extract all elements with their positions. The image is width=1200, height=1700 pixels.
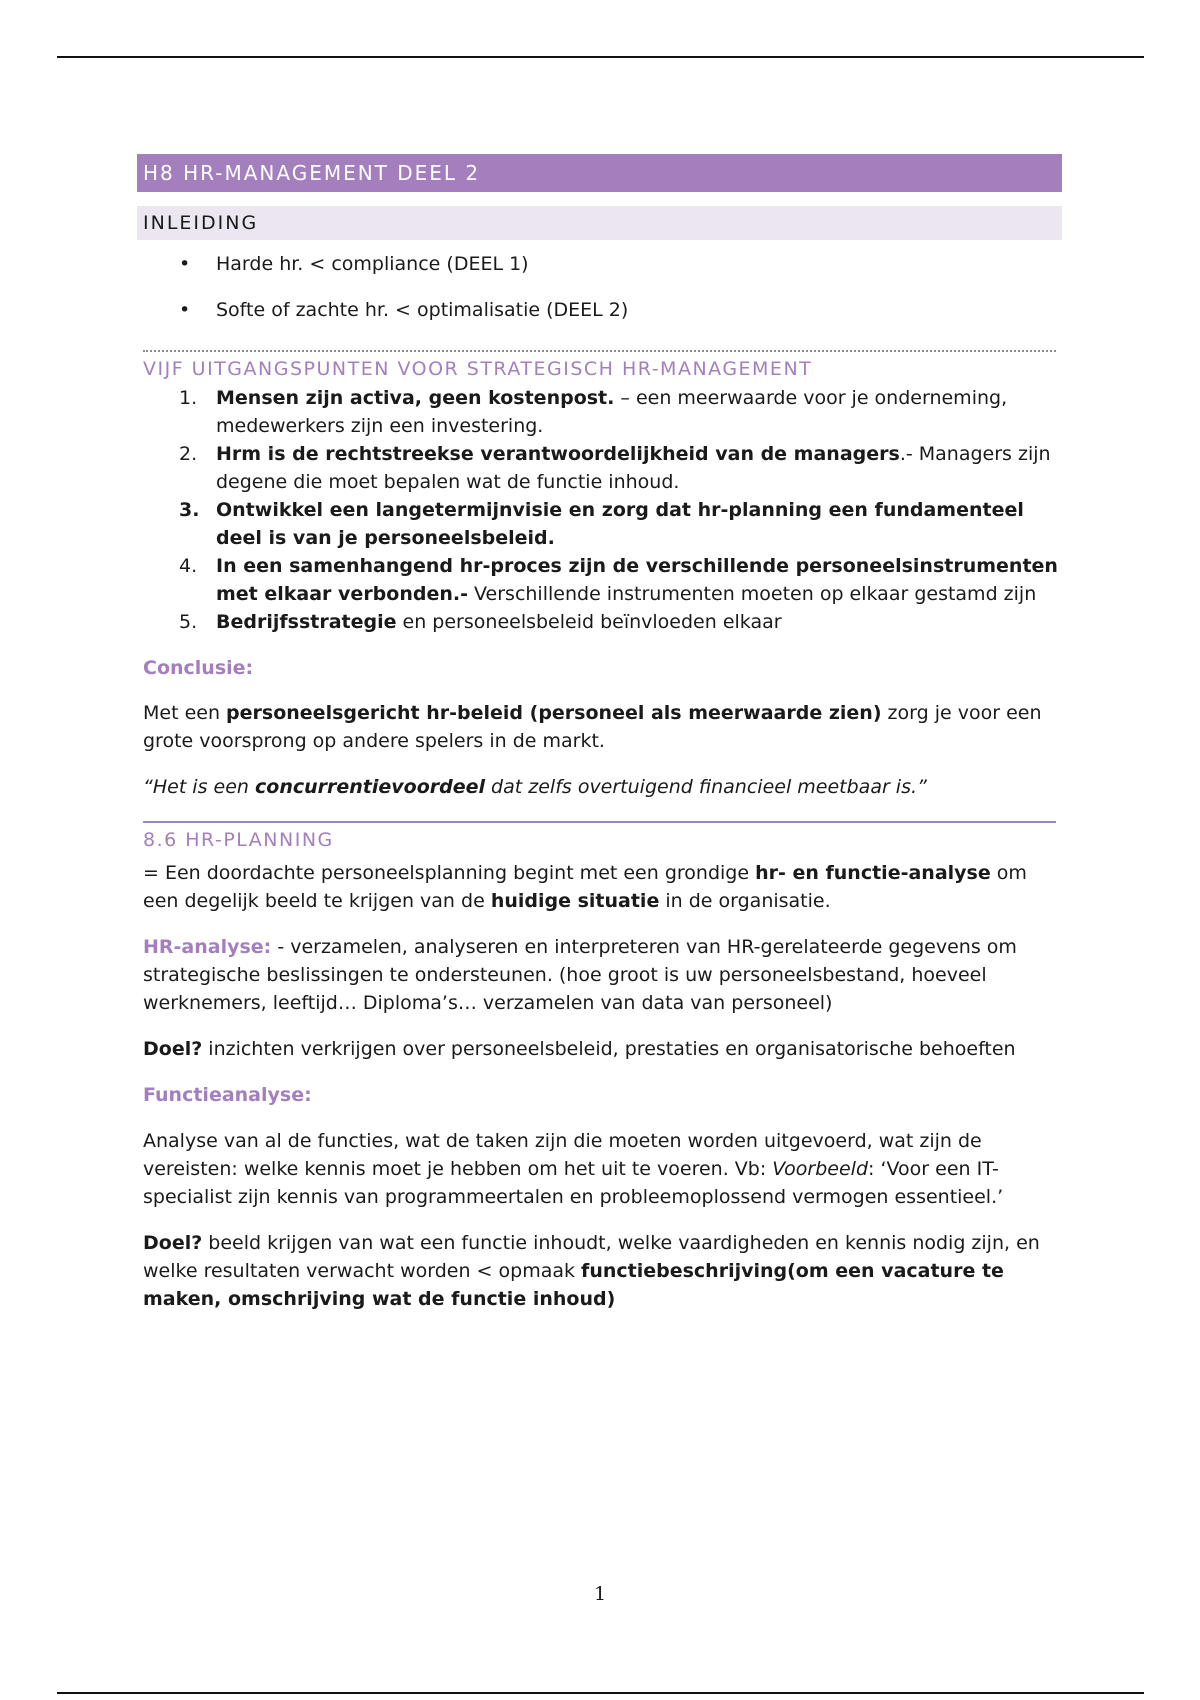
header-rule <box>57 56 1144 58</box>
text-run: “Het is een <box>143 776 255 798</box>
text-run: - verzamelen, analyseren en interpreteren van HR-gerelateerde gegevens om strategische beslissingen te ondersteunen. (hoe groot is uw personeelsbestand, hoeveel werknemers, leeftijd… Diploma’s… verzamelen van data van personeel) <box>143 936 1017 1014</box>
list-item <box>137 384 1062 440</box>
principle-bold: In een samenhangend hr-proces zijn de verschillende personeelsinstrumenten met elkaar verbonden.- <box>216 555 1058 605</box>
conclusion-quote <box>137 773 1062 801</box>
list-item <box>137 608 1062 636</box>
text-italic: Voorbeeld <box>772 1158 869 1180</box>
text-run: beeld krijgen van wat een functie inhoudt, welke vaardigheden en kennis nodig zijn, en welke resultaten verwacht worden < opmaak <box>143 1232 1040 1282</box>
text-bold: hr- en functie-analyse <box>755 862 991 884</box>
list-item <box>137 552 1062 608</box>
conclusion-paragraph <box>137 699 1062 755</box>
principle-text: .- Managers zijn degene die moet bepalen wat de functie inhoud. <box>216 443 1051 493</box>
text-run: zorg je voor een grote voorsprong op andere spelers in de markt. <box>143 702 1042 752</box>
list-number: 2. <box>179 443 198 465</box>
conclusion-label: Conclusie: <box>143 657 254 679</box>
text-run: Met een <box>143 702 227 724</box>
functieanalyse-paragraph <box>137 1127 1062 1211</box>
planning-heading: 8.6 HR-PLANNING <box>143 829 334 851</box>
principle-text: en personeelsbeleid beïnvloeden elkaar <box>396 611 782 633</box>
list-item <box>137 496 1062 552</box>
principle-bold: Hrm is de rechtstreekse verantwoordelijkheid van de managers <box>216 443 900 465</box>
doel-label: Doel? <box>143 1232 203 1254</box>
list-item: • Softe of zachte hr. < optimalisatie (DEEL 2) <box>137 296 1062 324</box>
doel-paragraph-1 <box>137 1035 1062 1063</box>
principle-text: Verschillende instrumenten moeten op elkaar gestamd zijn <box>467 583 1037 605</box>
text-run: in de organisatie. <box>659 890 831 912</box>
list-item <box>137 440 1062 496</box>
principle-text: – een meerwaarde voor je onderneming, medewerkers zijn een investering. <box>216 387 1008 437</box>
text-run: Analyse van al de functies, wat de taken zijn die moeten worden uitgevoerd, wat zijn de vereisten: welke kennis moet je hebben om het uit te voeren. Vb: <box>143 1130 982 1180</box>
section-heading-inleiding: INLEIDING <box>137 206 1062 240</box>
intro-bullet-list <box>137 250 1062 324</box>
principles-list <box>137 384 1062 636</box>
chapter-heading: H8 HR-MANAGEMENT DEEL 2 <box>137 154 1062 192</box>
text-run: = Een doordachte personeelsplanning begint met een grondige <box>143 862 756 884</box>
page-number: 1 <box>593 1583 607 1605</box>
section-divider <box>143 821 1056 823</box>
text-bold: functiebeschrijving(om een vacature te maken, omschrijving wat de functie inhoud) <box>143 1260 1004 1310</box>
list-number: 1. <box>179 387 198 409</box>
footer-rule <box>57 1692 1144 1694</box>
doel-paragraph-2 <box>137 1229 1062 1313</box>
dotted-divider <box>143 350 1056 352</box>
text-run: dat zelfs overtuigend financieel meetbaar is.” <box>485 776 927 798</box>
hr-analyse-label: HR-analyse: <box>143 936 272 958</box>
text-bold: personeelsgericht hr-beleid (personeel als meerwaarde zien) <box>226 702 882 724</box>
text-bold: huidige situatie <box>490 890 660 912</box>
planning-intro <box>137 859 1062 915</box>
list-number: 5. <box>179 611 198 633</box>
list-number: 3. <box>179 499 200 521</box>
principle-bold: Bedrijfsstrategie <box>216 611 397 633</box>
text-run: inzichten verkrijgen over personeelsbeleid, prestaties en organisatorische behoeften <box>202 1038 1016 1060</box>
text-run: : ‘Voor een IT-specialist zijn kennis van programmeertalen en probleemoplossend vermogen essentieel.’ <box>143 1158 1004 1208</box>
functieanalyse-label: Functieanalyse: <box>143 1084 312 1106</box>
principle-bold: Ontwikkel een langetermijnvisie en zorg dat hr-planning een fundamenteel deel is van je personeelsbeleid. <box>216 499 1024 549</box>
text-bold: concurrentievoordeel <box>255 776 486 798</box>
document-body <box>137 154 1062 1313</box>
principles-heading: VIJF UITGANGSPUNTEN VOOR STRATEGISCH HR-MANAGEMENT <box>143 358 813 380</box>
list-number: 4. <box>179 555 198 577</box>
text-run: om een degelijk beeld te krijgen van de <box>143 862 1027 912</box>
hr-analyse-paragraph <box>137 933 1062 1017</box>
list-item: • Harde hr. < compliance (DEEL 1) <box>137 250 1062 278</box>
principle-bold: Mensen zijn activa, geen kostenpost. <box>216 387 615 409</box>
doel-label: Doel? <box>143 1038 203 1060</box>
